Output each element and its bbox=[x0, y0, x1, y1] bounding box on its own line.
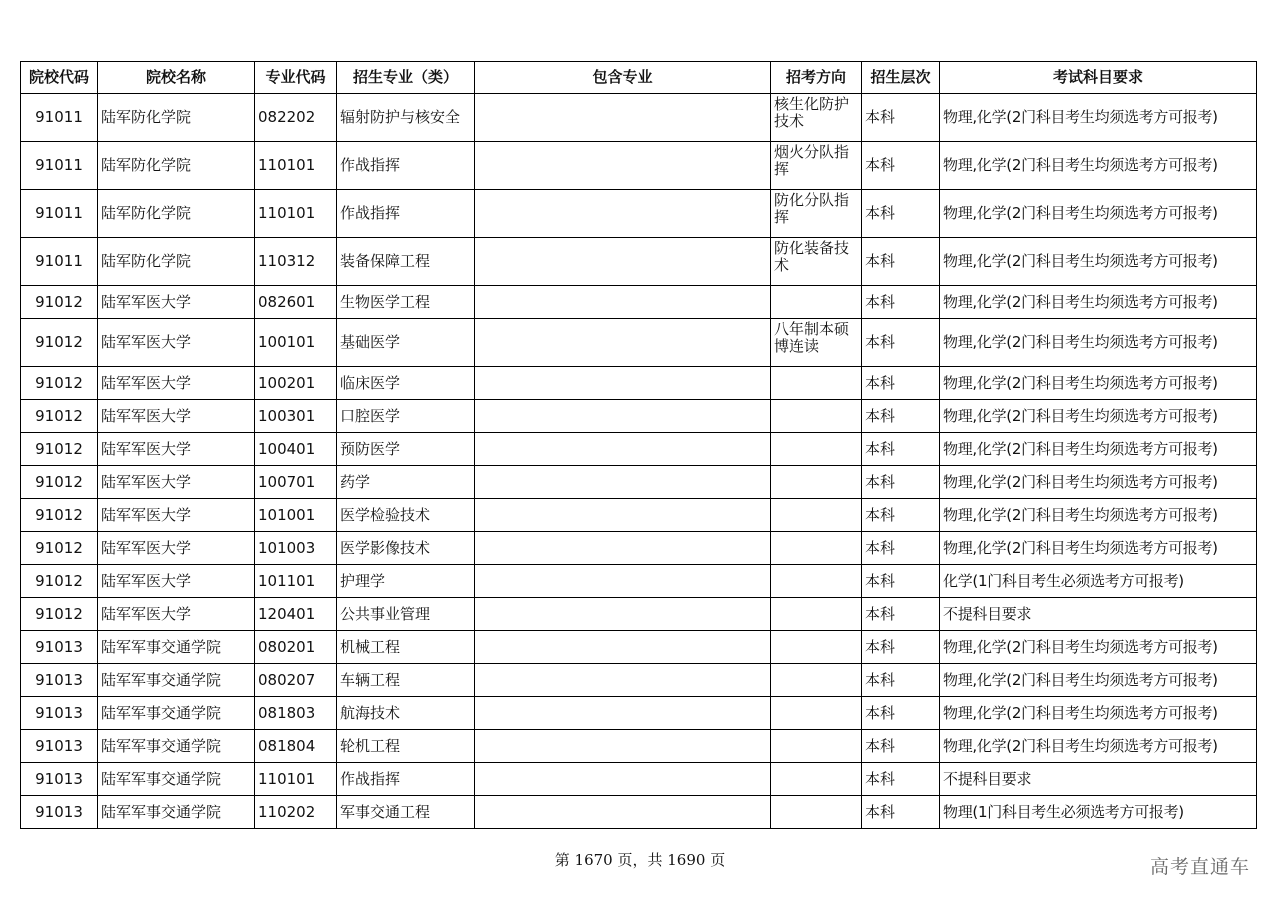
cell-level: 本科 bbox=[862, 94, 940, 142]
cell-included-majors bbox=[475, 319, 771, 367]
cell-major: 公共事业管理 bbox=[337, 598, 475, 631]
cell-direction: 八年制本硕博连读 bbox=[771, 319, 862, 367]
cell-major-code: 080207 bbox=[255, 664, 337, 697]
cell-school-code: 91012 bbox=[21, 598, 98, 631]
cell-major: 医学检验技术 bbox=[337, 499, 475, 532]
table-row bbox=[21, 664, 1257, 697]
cell-included-majors bbox=[475, 400, 771, 433]
cell-school-name: 陆军军事交通学院 bbox=[98, 697, 255, 730]
cell-major: 口腔医学 bbox=[337, 400, 475, 433]
cell-included-majors bbox=[475, 730, 771, 763]
cell-included-majors bbox=[475, 631, 771, 664]
header-major-code: 专业代码 bbox=[255, 62, 337, 94]
cell-school-name: 陆军军医大学 bbox=[98, 400, 255, 433]
cell-major: 军事交通工程 bbox=[337, 796, 475, 829]
cell-major-code: 081804 bbox=[255, 730, 337, 763]
header-school-code: 院校代码 bbox=[21, 62, 98, 94]
cell-major: 航海技术 bbox=[337, 697, 475, 730]
table-row bbox=[21, 499, 1257, 532]
cell-included-majors bbox=[475, 466, 771, 499]
watermark: 高考直通车 bbox=[1149, 856, 1250, 878]
cell-major-code: 101101 bbox=[255, 565, 337, 598]
cell-included-majors bbox=[475, 664, 771, 697]
cell-major: 医学影像技术 bbox=[337, 532, 475, 565]
table-row bbox=[21, 532, 1257, 565]
cell-school-name: 陆军军医大学 bbox=[98, 565, 255, 598]
cell-school-name: 陆军防化学院 bbox=[98, 238, 255, 286]
table-row bbox=[21, 796, 1257, 829]
cell-direction bbox=[771, 598, 862, 631]
cell-level: 本科 bbox=[862, 286, 940, 319]
cell-school-name: 陆军军医大学 bbox=[98, 598, 255, 631]
cell-level: 本科 bbox=[862, 730, 940, 763]
table-row bbox=[21, 142, 1257, 190]
cell-included-majors bbox=[475, 367, 771, 400]
cell-school-code: 91013 bbox=[21, 763, 98, 796]
table-row bbox=[21, 367, 1257, 400]
cell-included-majors bbox=[475, 190, 771, 238]
table-row bbox=[21, 598, 1257, 631]
cell-level: 本科 bbox=[862, 499, 940, 532]
cell-included-majors bbox=[475, 499, 771, 532]
cell-school-code: 91013 bbox=[21, 631, 98, 664]
cell-major: 药学 bbox=[337, 466, 475, 499]
header-direction: 招考方向 bbox=[771, 62, 862, 94]
cell-major: 作战指挥 bbox=[337, 763, 475, 796]
table-row bbox=[21, 400, 1257, 433]
cell-level: 本科 bbox=[862, 190, 940, 238]
cell-level: 本科 bbox=[862, 697, 940, 730]
cell-major-code: 100401 bbox=[255, 433, 337, 466]
cell-included-majors bbox=[475, 238, 771, 286]
cell-subject-requirement: 物理,化学(2门科目考生均须选考方可报考) bbox=[940, 664, 1257, 697]
cell-major: 车辆工程 bbox=[337, 664, 475, 697]
admissions-table bbox=[20, 61, 1257, 829]
cell-school-name: 陆军防化学院 bbox=[98, 94, 255, 142]
cell-direction bbox=[771, 400, 862, 433]
cell-direction bbox=[771, 466, 862, 499]
cell-level: 本科 bbox=[862, 466, 940, 499]
cell-major-code: 110202 bbox=[255, 796, 337, 829]
cell-major-code: 110101 bbox=[255, 142, 337, 190]
table-row bbox=[21, 319, 1257, 367]
cell-subject-requirement: 物理,化学(2门科目考生均须选考方可报考) bbox=[940, 466, 1257, 499]
cell-school-code: 91012 bbox=[21, 532, 98, 565]
cell-included-majors bbox=[475, 433, 771, 466]
cell-direction bbox=[771, 532, 862, 565]
cell-subject-requirement: 物理,化学(2门科目考生均须选考方可报考) bbox=[940, 238, 1257, 286]
table-row bbox=[21, 466, 1257, 499]
cell-major: 基础医学 bbox=[337, 319, 475, 367]
cell-direction: 核生化防护技术 bbox=[771, 94, 862, 142]
cell-included-majors bbox=[475, 598, 771, 631]
cell-level: 本科 bbox=[862, 400, 940, 433]
cell-school-name: 陆军军医大学 bbox=[98, 433, 255, 466]
table-header-row bbox=[21, 62, 1257, 94]
cell-major: 辐射防护与核安全 bbox=[337, 94, 475, 142]
cell-school-name: 陆军防化学院 bbox=[98, 142, 255, 190]
cell-level: 本科 bbox=[862, 631, 940, 664]
cell-school-code: 91012 bbox=[21, 565, 98, 598]
cell-major: 作战指挥 bbox=[337, 190, 475, 238]
cell-level: 本科 bbox=[862, 565, 940, 598]
cell-school-name: 陆军军医大学 bbox=[98, 367, 255, 400]
cell-major: 机械工程 bbox=[337, 631, 475, 664]
cell-level: 本科 bbox=[862, 367, 940, 400]
cell-included-majors bbox=[475, 697, 771, 730]
cell-major-code: 081803 bbox=[255, 697, 337, 730]
cell-school-code: 91011 bbox=[21, 94, 98, 142]
header-level: 招生层次 bbox=[862, 62, 940, 94]
cell-direction bbox=[771, 286, 862, 319]
cell-direction bbox=[771, 565, 862, 598]
cell-included-majors bbox=[475, 286, 771, 319]
table-row bbox=[21, 286, 1257, 319]
cell-school-name: 陆军军事交通学院 bbox=[98, 730, 255, 763]
cell-direction: 防化装备技术 bbox=[771, 238, 862, 286]
header-included-majors: 包含专业 bbox=[475, 62, 771, 94]
cell-school-code: 91013 bbox=[21, 796, 98, 829]
cell-direction bbox=[771, 664, 862, 697]
cell-included-majors bbox=[475, 532, 771, 565]
table-row bbox=[21, 94, 1257, 142]
cell-school-name: 陆军军事交通学院 bbox=[98, 631, 255, 664]
cell-subject-requirement: 不提科目要求 bbox=[940, 598, 1257, 631]
cell-level: 本科 bbox=[862, 238, 940, 286]
cell-school-code: 91012 bbox=[21, 466, 98, 499]
cell-school-name: 陆军军医大学 bbox=[98, 499, 255, 532]
cell-school-code: 91012 bbox=[21, 367, 98, 400]
cell-subject-requirement: 物理,化学(2门科目考生均须选考方可报考) bbox=[940, 532, 1257, 565]
cell-major-code: 100101 bbox=[255, 319, 337, 367]
header-school-name: 院校名称 bbox=[98, 62, 255, 94]
cell-major: 作战指挥 bbox=[337, 142, 475, 190]
cell-major-code: 120401 bbox=[255, 598, 337, 631]
cell-level: 本科 bbox=[862, 433, 940, 466]
table-row bbox=[21, 697, 1257, 730]
cell-school-code: 91013 bbox=[21, 664, 98, 697]
cell-major: 生物医学工程 bbox=[337, 286, 475, 319]
cell-subject-requirement: 物理,化学(2门科目考生均须选考方可报考) bbox=[940, 433, 1257, 466]
cell-school-name: 陆军防化学院 bbox=[98, 190, 255, 238]
cell-major: 临床医学 bbox=[337, 367, 475, 400]
cell-direction bbox=[771, 367, 862, 400]
cell-major: 护理学 bbox=[337, 565, 475, 598]
cell-subject-requirement: 物理,化学(2门科目考生均须选考方可报考) bbox=[940, 94, 1257, 142]
cell-school-code: 91011 bbox=[21, 190, 98, 238]
cell-school-code: 91013 bbox=[21, 730, 98, 763]
table-row bbox=[21, 730, 1257, 763]
cell-major-code: 101003 bbox=[255, 532, 337, 565]
cell-major: 装备保障工程 bbox=[337, 238, 475, 286]
cell-subject-requirement: 物理,化学(2门科目考生均须选考方可报考) bbox=[940, 631, 1257, 664]
cell-included-majors bbox=[475, 796, 771, 829]
table-row bbox=[21, 631, 1257, 664]
cell-major-code: 080201 bbox=[255, 631, 337, 664]
cell-direction: 烟火分队指挥 bbox=[771, 142, 862, 190]
cell-level: 本科 bbox=[862, 598, 940, 631]
cell-included-majors bbox=[475, 94, 771, 142]
cell-school-name: 陆军军医大学 bbox=[98, 466, 255, 499]
cell-included-majors bbox=[475, 142, 771, 190]
cell-school-code: 91011 bbox=[21, 238, 98, 286]
cell-major: 轮机工程 bbox=[337, 730, 475, 763]
cell-major-code: 110101 bbox=[255, 763, 337, 796]
table-row bbox=[21, 763, 1257, 796]
cell-school-code: 91012 bbox=[21, 433, 98, 466]
cell-school-code: 91012 bbox=[21, 499, 98, 532]
cell-school-code: 91012 bbox=[21, 286, 98, 319]
cell-level: 本科 bbox=[862, 796, 940, 829]
cell-direction bbox=[771, 631, 862, 664]
cell-included-majors bbox=[475, 763, 771, 796]
cell-major-code: 100201 bbox=[255, 367, 337, 400]
cell-subject-requirement: 物理,化学(2门科目考生均须选考方可报考) bbox=[940, 142, 1257, 190]
cell-direction bbox=[771, 697, 862, 730]
cell-direction bbox=[771, 730, 862, 763]
cell-major-code: 110312 bbox=[255, 238, 337, 286]
cell-subject-requirement: 物理,化学(2门科目考生均须选考方可报考) bbox=[940, 190, 1257, 238]
cell-subject-requirement: 物理,化学(2门科目考生均须选考方可报考) bbox=[940, 697, 1257, 730]
cell-subject-requirement: 物理,化学(2门科目考生均须选考方可报考) bbox=[940, 730, 1257, 763]
cell-direction bbox=[771, 433, 862, 466]
cell-direction bbox=[771, 796, 862, 829]
cell-level: 本科 bbox=[862, 319, 940, 367]
cell-major-code: 082202 bbox=[255, 94, 337, 142]
cell-included-majors bbox=[475, 565, 771, 598]
cell-major-code: 100701 bbox=[255, 466, 337, 499]
cell-subject-requirement: 物理,化学(2门科目考生均须选考方可报考) bbox=[940, 286, 1257, 319]
cell-school-code: 91011 bbox=[21, 142, 98, 190]
cell-subject-requirement: 物理,化学(2门科目考生均须选考方可报考) bbox=[940, 400, 1257, 433]
cell-school-name: 陆军军医大学 bbox=[98, 286, 255, 319]
cell-school-name: 陆军军医大学 bbox=[98, 532, 255, 565]
table-row bbox=[21, 238, 1257, 286]
cell-school-name: 陆军军事交通学院 bbox=[98, 796, 255, 829]
cell-major-code: 110101 bbox=[255, 190, 337, 238]
cell-major: 预防医学 bbox=[337, 433, 475, 466]
table-row bbox=[21, 565, 1257, 598]
page-number: 第 1670 页，共 1690 页 bbox=[554, 851, 726, 869]
cell-school-name: 陆军军事交通学院 bbox=[98, 763, 255, 796]
cell-subject-requirement: 物理(1门科目考生必须选考方可报考) bbox=[940, 796, 1257, 829]
cell-direction bbox=[771, 499, 862, 532]
cell-school-code: 91012 bbox=[21, 319, 98, 367]
cell-school-code: 91012 bbox=[21, 400, 98, 433]
cell-direction: 防化分队指挥 bbox=[771, 190, 862, 238]
table-row bbox=[21, 190, 1257, 238]
cell-subject-requirement: 化学(1门科目考生必须选考方可报考) bbox=[940, 565, 1257, 598]
cell-major-code: 101001 bbox=[255, 499, 337, 532]
cell-school-name: 陆军军医大学 bbox=[98, 319, 255, 367]
header-major: 招生专业（类） bbox=[337, 62, 475, 94]
cell-direction bbox=[771, 763, 862, 796]
cell-subject-requirement: 不提科目要求 bbox=[940, 763, 1257, 796]
cell-level: 本科 bbox=[862, 532, 940, 565]
cell-school-code: 91013 bbox=[21, 697, 98, 730]
cell-level: 本科 bbox=[862, 142, 940, 190]
cell-subject-requirement: 物理,化学(2门科目考生均须选考方可报考) bbox=[940, 367, 1257, 400]
cell-major-code: 082601 bbox=[255, 286, 337, 319]
header-subject-requirement: 考试科目要求 bbox=[940, 62, 1257, 94]
cell-major-code: 100301 bbox=[255, 400, 337, 433]
cell-level: 本科 bbox=[862, 664, 940, 697]
cell-subject-requirement: 物理,化学(2门科目考生均须选考方可报考) bbox=[940, 319, 1257, 367]
cell-subject-requirement: 物理,化学(2门科目考生均须选考方可报考) bbox=[940, 499, 1257, 532]
cell-level: 本科 bbox=[862, 763, 940, 796]
table-row bbox=[21, 433, 1257, 466]
cell-school-name: 陆军军事交通学院 bbox=[98, 664, 255, 697]
